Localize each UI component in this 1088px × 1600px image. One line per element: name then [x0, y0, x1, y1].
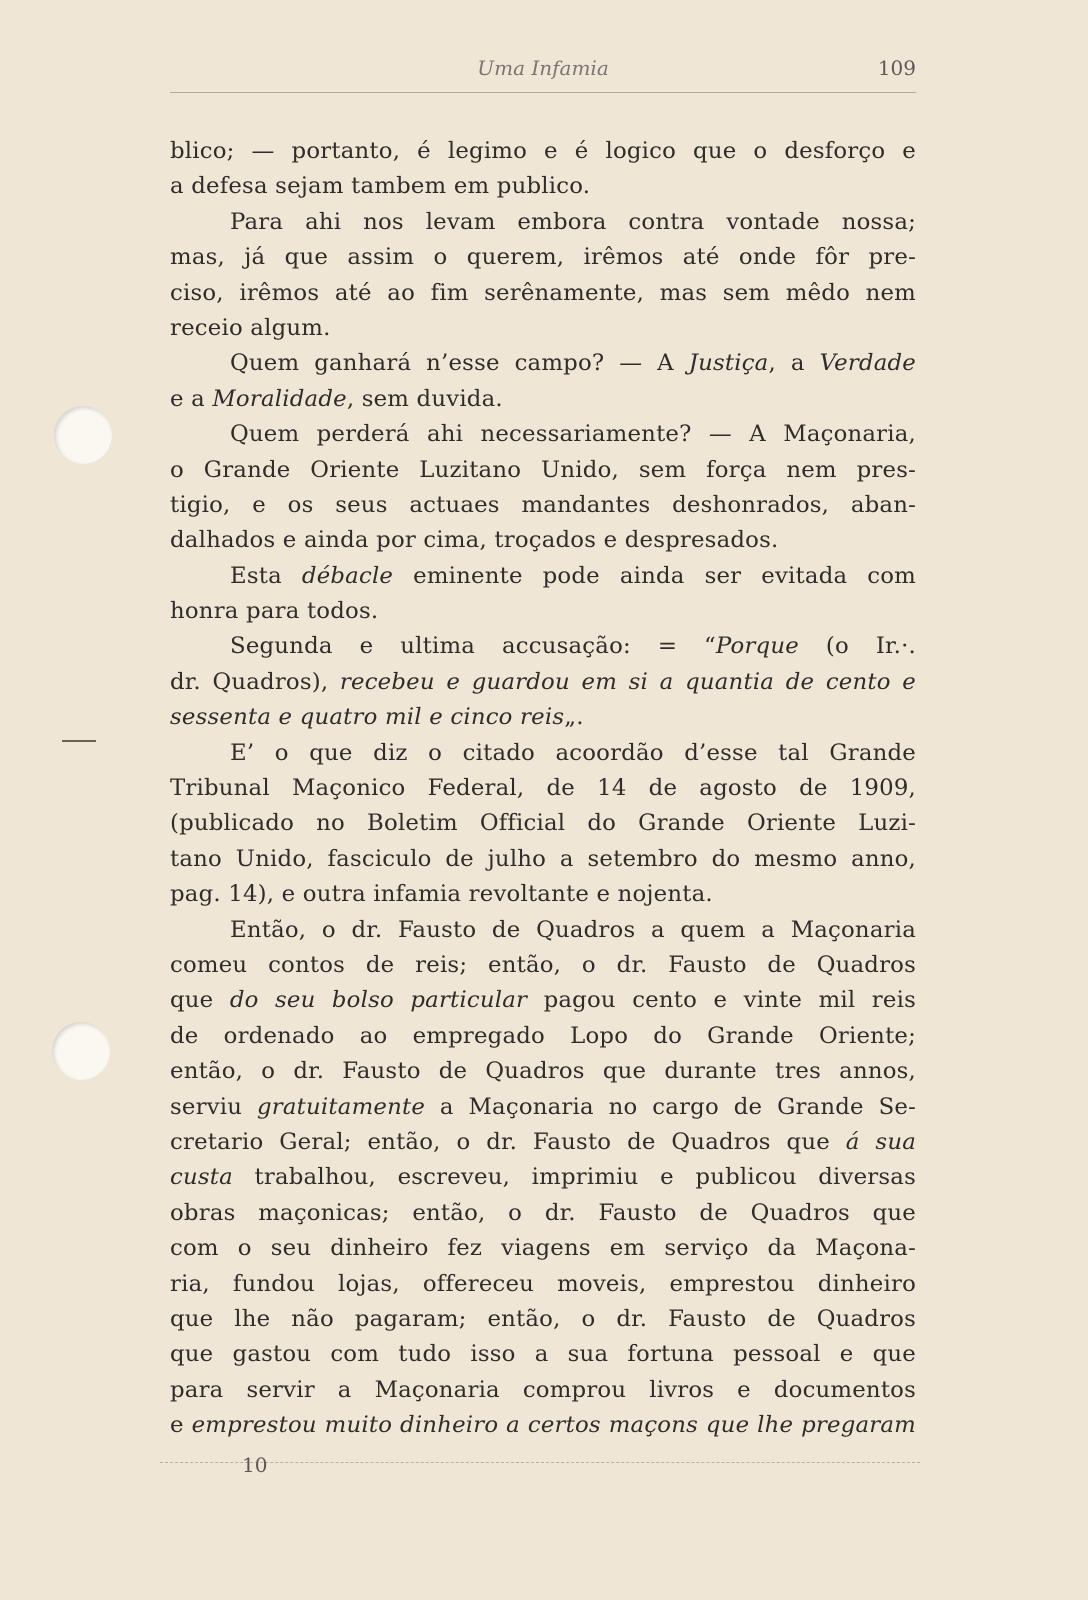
text-line: serviu gratuitamente a Maçonaria no cargo de Grande Se-: [170, 1093, 916, 1120]
italic-phrase: sessenta e quatro mil e cinco reis: [170, 704, 565, 731]
punch-hole: [52, 1022, 110, 1080]
text-line: (publicado no Boletim Official do Grande Oriente Luzi-: [170, 810, 916, 837]
margin-mark: [62, 740, 96, 742]
running-header: [170, 56, 916, 86]
footer-rule: [160, 1462, 920, 1463]
italic-phrase: Justiça: [688, 350, 769, 377]
text-line: mas, já que assim o querem, irêmos até onde fôr pre-: [170, 244, 916, 271]
page-number: 109: [877, 56, 916, 80]
text-line: dr. Quadros), recebeu e guardou em si a quantia de cento e: [170, 668, 916, 695]
punch-hole: [54, 406, 112, 464]
header-rule: [170, 92, 916, 93]
text-line: receio algum.: [170, 314, 331, 341]
italic-phrase: á sua: [845, 1128, 916, 1155]
italic-phrase: custa: [170, 1164, 233, 1191]
text-line: blico; — portanto, é legimo e é logico que o desforço e: [170, 138, 916, 164]
italic-phrase: Verdade: [819, 350, 916, 377]
text-line: Quem ganhará n’esse campo? — A Justiça, a Verdade: [230, 350, 916, 377]
text-line: Então, o dr. Fausto de Quadros a quem a Maçonaria: [230, 916, 916, 943]
text-line: de ordenado ao empregado Lopo do Grande Oriente;: [170, 1022, 916, 1049]
text-line: cretario Geral; então, o dr. Fausto de Quadros que á sua: [170, 1128, 916, 1155]
text-line: Segunda e ultima accusação: = “Porque (o Ir.·.: [230, 633, 916, 660]
text-line: tano Unido, fasciculo de julho a setembro do mesmo anno,: [170, 845, 916, 872]
text-line: dalhados e ainda por cima, troçados e despresados.: [170, 527, 779, 554]
italic-phrase: recebeu e guardou em si a quantia de cento e: [339, 668, 916, 695]
text-line: custa trabalhou, escreveu, imprimiu e publicou diversas: [170, 1164, 916, 1191]
text-line: tigio, e os seus actuaes mandantes deshonrados, aban-: [170, 491, 916, 518]
text-line: que do seu bolso particular pagou cento e vinte mil reis: [170, 987, 916, 1014]
text-line: e a Moralidade, sem duvida.: [170, 385, 503, 412]
italic-phrase: Porque: [715, 633, 799, 660]
text-line: Esta débacle eminente pode ainda ser evitada com: [230, 562, 916, 589]
text-line: comeu contos de reis; então, o dr. Fausto de Quadros: [170, 951, 916, 978]
text-line: a defesa sejam tambem em publico.: [170, 173, 591, 200]
text-line: que gastou com tudo isso a sua fortuna pessoal e que: [170, 1341, 916, 1368]
text-line: o Grande Oriente Luzitano Unido, sem força nem pres-: [170, 456, 916, 483]
body-text: [170, 134, 916, 1443]
text-line: ciso, irêmos até ao fim serênamente, mas sem mêdo nem: [170, 279, 916, 306]
italic-phrase: gratuitamente: [257, 1093, 426, 1120]
running-title: Uma Infamia: [477, 56, 609, 80]
italic-phrase: emprestou muito dinheiro a certos maçons que lhe pregaram: [191, 1412, 916, 1439]
text-line: com o seu dinheiro fez viagens em serviço da Maçona-: [170, 1235, 916, 1262]
text-line: para servir a Maçonaria comprou livros e documentos: [170, 1376, 916, 1403]
text-line: Para ahi nos levam embora contra vontade nossa;: [230, 208, 916, 235]
text-line: Quem perderá ahi necessariamente? — A Maçonaria,: [230, 421, 916, 448]
text-line: que lhe não pagaram; então, o dr. Fausto de Quadros: [170, 1305, 916, 1332]
text-line: então, o dr. Fausto de Quadros que durante tres annos,: [170, 1058, 916, 1085]
text-line: obras maçonicas; então, o dr. Fausto de Quadros que: [170, 1199, 916, 1226]
text-line: Tribunal Maçonico Federal, de 14 de agosto de 1909,: [170, 775, 916, 802]
italic-phrase: do seu bolso particular: [229, 987, 528, 1014]
text-line: honra para todos.: [170, 598, 379, 625]
text-line: e emprestou muito dinheiro a certos maçons que lhe pregaram: [170, 1412, 916, 1439]
text-line: ria, fundou lojas, offereceu moveis, emprestou dinheiro: [170, 1270, 916, 1297]
italic-phrase: débacle: [301, 562, 394, 589]
signature-mark: 10: [242, 1453, 268, 1477]
text-line: sessenta e quatro mil e cinco reis„.: [170, 704, 584, 731]
text-line: E’ o que diz o citado acoordão d’esse tal Grande: [230, 739, 916, 766]
text-line: pag. 14), e outra infamia revoltante e nojenta.: [170, 881, 713, 908]
italic-phrase: Moralidade: [212, 385, 347, 412]
